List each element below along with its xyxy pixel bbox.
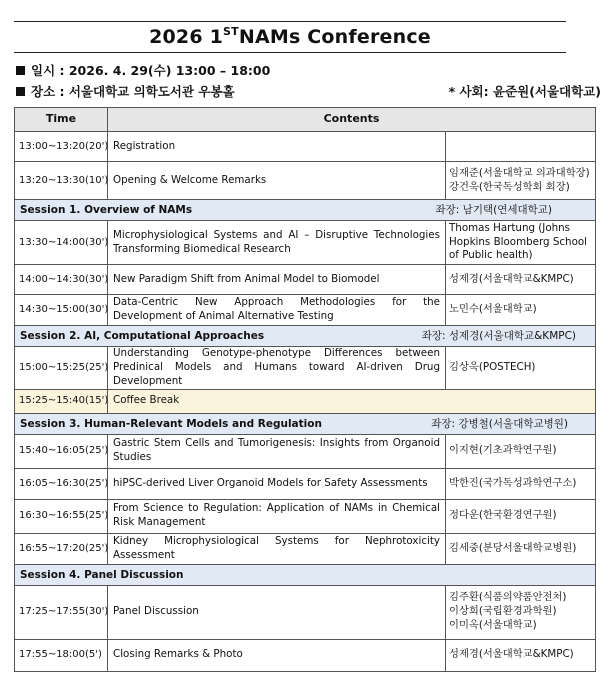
row-speaker <box>446 585 596 639</box>
host-line: * 사회: 윤준원(서울대학교) <box>448 84 601 99</box>
table-row <box>15 499 596 533</box>
session-title: Session 4. Panel Discussion <box>20 568 184 581</box>
session-row <box>15 200 596 221</box>
table-row <box>15 162 596 200</box>
coffee-break-row <box>15 389 596 413</box>
row-time: 14:30~15:00(30') <box>15 295 108 326</box>
row-content: Opening & Welcome Remarks <box>108 162 446 200</box>
table-header-row <box>15 108 596 132</box>
row-time: 13:30~14:00(30') <box>15 221 108 265</box>
title-bottom-rule <box>14 52 566 53</box>
table-row <box>15 533 596 564</box>
row-time: 16:05~16:30(25') <box>15 468 108 499</box>
row-time: 15:40~16:05(25') <box>15 434 108 468</box>
row-content: Data-Centric New Approach Methodologies for the Development of Animal Alternative Testing <box>108 295 446 326</box>
row-time: 17:25~17:55(30') <box>15 585 108 639</box>
row-speaker: 김세중(분당서울대학교병원) <box>446 533 596 564</box>
bullet-square-icon <box>16 87 25 96</box>
bullet-square-icon <box>16 66 25 75</box>
row-speaker: 이지현(기초과학연구원) <box>446 434 596 468</box>
session-title: Session 2. AI, Computational Approaches <box>20 329 265 342</box>
row-content: Understanding Genotype-phenotype Differences between Predinical Models and Humans toward AI-driven Drug Development <box>108 347 446 390</box>
top-rule <box>14 21 566 22</box>
speaker-name: 김주환(식품의약품안전처) <box>449 591 567 604</box>
session-chair: 좌장: 남기택(연세대학교) <box>435 203 553 216</box>
row-time: 13:20~13:30(10') <box>15 162 108 200</box>
session-row <box>15 564 596 585</box>
table-row <box>15 132 596 162</box>
table-row <box>15 347 596 390</box>
session-chair: 좌장: 강병철(서울대학교병원) <box>431 417 569 430</box>
table-row <box>15 434 596 468</box>
session-row <box>15 413 596 434</box>
speaker-name: 이미옥(서울대학교) <box>449 619 537 632</box>
table-row <box>15 468 596 499</box>
row-content: Coffee Break <box>108 389 596 413</box>
venue-line: 장소 : 서울대학교 의학도서관 우봉홀 <box>16 82 235 100</box>
row-time: 16:55~17:20(25') <box>15 533 108 564</box>
session-title: Session 1. Overview of NAMs <box>20 203 193 216</box>
table-row <box>15 639 596 671</box>
row-speaker: 박한진(국가독성과학연구소) <box>446 468 596 499</box>
row-speaker: 정다운(한국환경연구원) <box>446 499 596 533</box>
row-content: Closing Remarks & Photo <box>108 639 446 671</box>
row-content: Registration <box>108 132 446 162</box>
table-row <box>15 295 596 326</box>
table-row <box>15 585 596 639</box>
row-time: 13:00~13:20(20') <box>15 132 108 162</box>
row-time: 14:00~14:30(30') <box>15 265 108 295</box>
column-header-contents: Contents <box>108 108 596 132</box>
row-content: Kidney Microphysiological Systems for Nephrotoxicity Assessment <box>108 533 446 564</box>
row-speaker: 성제경(서울대학교&KMPC) <box>446 265 596 295</box>
row-content: From Science to Regulation: Application of NAMs in Chemical Risk Management <box>108 499 446 533</box>
session-title: Session 3. Human-Relevant Models and Regulation <box>20 417 322 430</box>
row-time: 15:25~15:40(15') <box>15 389 108 413</box>
speaker-name: 임재준(서울대학교 의과대학장) <box>449 166 590 179</box>
page-title: 2026 1STNAMs Conference <box>149 25 431 48</box>
row-speaker: 김상욱(POSTECH) <box>446 347 596 390</box>
row-content: hiPSC-derived Liver Organoid Models for Safety Assessments <box>108 468 446 499</box>
row-speaker: Thomas Hartung (Johns Hopkins Bloomberg School of Public health) <box>446 221 596 265</box>
row-time: 17:55~18:00(5') <box>15 639 108 671</box>
speaker-name: 이상희(국립환경과학원) <box>449 605 557 618</box>
row-speaker <box>446 162 596 200</box>
row-speaker <box>446 132 596 162</box>
table-row <box>15 265 596 295</box>
date-line: 일시 : 2026. 4. 29(수) 13:00 – 18:00 <box>16 61 270 79</box>
row-content: Microphysiological Systems and AI – Disruptive Technologies Transforming Biomedical Research <box>108 221 446 265</box>
session-chair: 좌장: 성제경(서울대학교&KMPC) <box>421 329 577 342</box>
schedule-table <box>14 107 596 672</box>
row-content: Gastric Stem Cells and Tumorigenesis: Insights from Organoid Studies <box>108 434 446 468</box>
row-speaker: 노민수(서울대학교) <box>446 295 596 326</box>
speaker-name: 강건욱(한국독성학회 회장) <box>449 180 570 193</box>
row-time: 15:00~15:25(25') <box>15 347 108 390</box>
table-row <box>15 221 596 265</box>
row-content: New Paradigm Shift from Animal Model to Biomodel <box>108 265 446 295</box>
row-speaker: 성제경(서울대학교&KMPC) <box>446 639 596 671</box>
session-row <box>15 326 596 347</box>
row-time: 16:30~16:55(25') <box>15 499 108 533</box>
row-content: Panel Discussion <box>108 585 446 639</box>
column-header-time: Time <box>15 108 108 132</box>
